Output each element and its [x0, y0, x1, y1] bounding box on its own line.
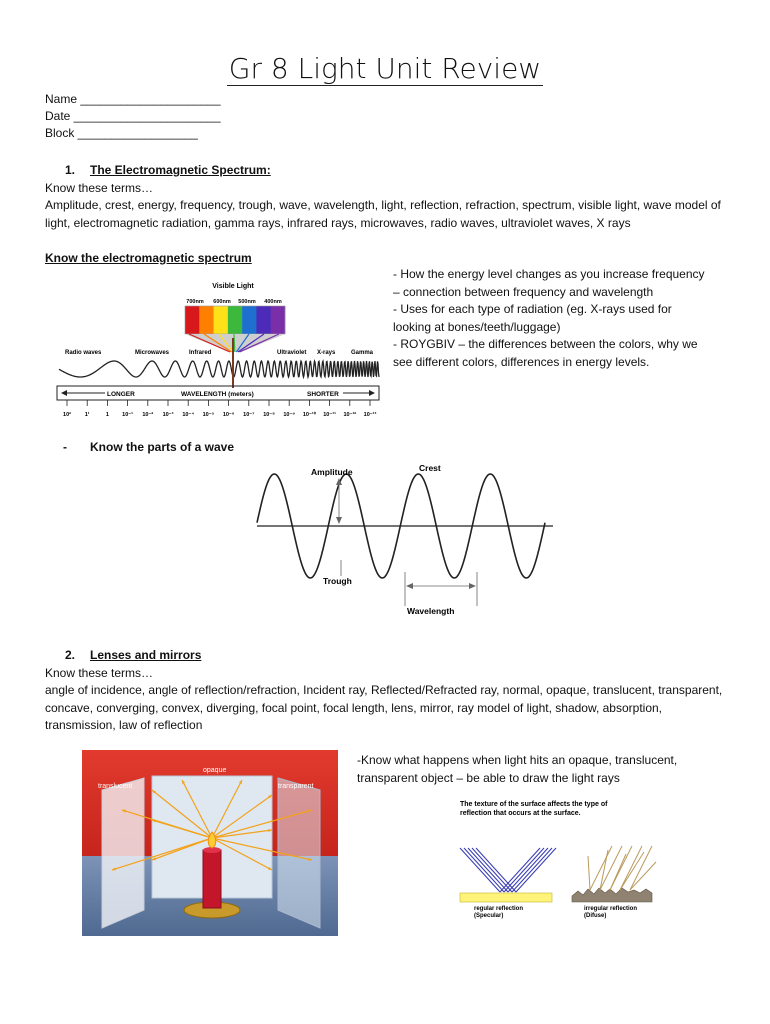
- reflection-caption-line2: reflection that occurs at the surface.: [460, 810, 581, 817]
- spectrum-color-band: [256, 306, 271, 334]
- incident-ray: [464, 848, 504, 892]
- opaque-label: opaque: [203, 767, 227, 774]
- gamma-label: Gamma: [351, 350, 374, 356]
- wavelength-arrowhead-right: [469, 583, 476, 589]
- reflected-ray: [508, 848, 548, 892]
- scale-label: 10⁻¹⁰: [302, 412, 316, 418]
- parts-bullet: -: [63, 440, 67, 454]
- candle-light-diagram: [82, 750, 338, 936]
- section2-know-terms: Know these terms…: [45, 666, 154, 680]
- scale-label: 10⁻¹²: [343, 412, 357, 418]
- note-roygbiv: - ROYGBIV – the differences between the colors, why we see different colors, differences in energy levels.: [393, 337, 698, 369]
- spectrum-color-band: [242, 306, 257, 334]
- em-spectrum-subheading: Know the electromagnetic spectrum: [45, 251, 252, 265]
- scale-label: 10⁻²: [142, 412, 154, 418]
- spectrum-color-band: [185, 306, 200, 334]
- reflected-ray: [512, 848, 552, 892]
- section2-heading: [45, 648, 201, 662]
- wave-parts-diagram: [255, 456, 555, 626]
- scale-label: 1: [105, 412, 109, 418]
- reflection-types-diagram: [448, 796, 668, 928]
- scale-label: 10⁻³: [162, 412, 174, 418]
- parts-of-wave-heading: Know the parts of a wave: [90, 440, 235, 454]
- wavelength-label: Wavelength: [407, 606, 455, 616]
- note-energy-frequency: - How the energy level changes as you increase frequency – connection between frequency and wavelength: [393, 267, 705, 299]
- nm-700-label: 700nm: [186, 299, 204, 305]
- section1-heading: [45, 163, 271, 177]
- infrared-label: Infrared: [189, 350, 212, 356]
- radio-waves-label: Radio waves: [65, 350, 102, 356]
- ultraviolet-label: Ultraviolet: [277, 350, 307, 356]
- light-object-note: -Know what happens when light hits an opaque, translucent, transparent object – be able to draw the light rays: [357, 753, 678, 785]
- candle-body: [203, 850, 221, 908]
- shorter-arrowhead: [369, 390, 375, 396]
- spectrum-color-band: [199, 306, 214, 334]
- name-field: Name _____________________: [45, 92, 221, 106]
- scale-label: 10⁻⁴: [182, 412, 195, 418]
- scale-label: 10⁻⁶: [222, 412, 235, 418]
- irregular-reflection-rays: [588, 846, 656, 890]
- transparent-panel: [278, 778, 320, 928]
- longer-label: LONGER: [107, 391, 135, 398]
- scale-label: 10⁻⁷: [243, 412, 255, 418]
- section2-title: Lenses and mirrors: [90, 648, 202, 662]
- section1-terms: Amplitude, crest, energy, frequency, trough, wave, wavelength, light, reflection, refraction, spectrum, visible light, wave model of light, electromagnetic radiation, gamma rays, infrared rays, microwaves, radio waves, ultraviolet waves, X rays: [45, 198, 721, 230]
- spectrum-color-band: [228, 306, 243, 334]
- irregular-reflection-label: irregular reflection: [584, 906, 638, 912]
- scale-label: 10⁻¹³: [363, 412, 377, 418]
- wavelength-scale-ticks: [67, 400, 370, 406]
- shorter-label: SHORTER: [307, 391, 339, 398]
- block-field: Block __________________: [45, 126, 198, 140]
- visible-spectrum-band: [185, 306, 285, 334]
- section1-number: 1.: [65, 163, 76, 177]
- section1-title: The Electromagnetic Spectrum:: [90, 163, 271, 177]
- longer-arrowhead: [61, 390, 67, 396]
- scale-label: 10²: [63, 412, 71, 418]
- section1-know-terms: Know these terms…: [45, 181, 154, 195]
- crest-label: Crest: [419, 463, 441, 473]
- spectrum-color-band: [214, 306, 229, 334]
- visible-light-label: Visible Light: [212, 283, 254, 290]
- rough-surface: [572, 888, 652, 902]
- scale-label: 10⁻⁵: [202, 412, 215, 418]
- regular-reflection-label: regular reflection: [474, 906, 524, 912]
- date-field: Date ______________________: [45, 109, 221, 123]
- scattered-ray: [600, 850, 608, 890]
- incident-ray: [468, 848, 508, 892]
- section2-number: 2.: [65, 648, 76, 662]
- amplitude-arrowhead-bottom: [336, 517, 342, 524]
- page-title: Gr 8 Light Unit Review: [228, 52, 542, 85]
- scale-label: 10⁻¹¹: [323, 412, 336, 418]
- scale-label: 1¹: [84, 412, 90, 418]
- nm-400-label: 400nm: [264, 299, 282, 305]
- spectrum-color-band: [271, 306, 286, 334]
- reflection-caption-line1: The texture of the surface affects the type of: [460, 801, 608, 808]
- nm-600-label: 600nm: [213, 299, 231, 305]
- specular-label: (Specular): [474, 913, 504, 919]
- scale-label: 10⁻⁸: [263, 412, 275, 418]
- incident-ray: [472, 848, 512, 892]
- scattered-ray: [620, 852, 644, 890]
- scale-label: 10⁻⁹: [283, 412, 296, 418]
- incident-ray: [476, 848, 516, 892]
- trough-label: Trough: [323, 576, 352, 586]
- nm-500-label: 500nm: [238, 299, 256, 305]
- wavelength-arrowhead-left: [406, 583, 413, 589]
- incident-ray: [600, 846, 622, 890]
- wavelength-meters-label: WAVELENGTH (meters): [181, 391, 254, 398]
- translucent-label: translucent: [98, 783, 133, 790]
- reflected-ray: [516, 848, 556, 892]
- microwaves-label: Microwaves: [135, 350, 170, 356]
- em-spectrum-notes: [393, 266, 713, 371]
- diffuse-label: (Difuse): [584, 913, 607, 919]
- amplitude-label: Amplitude: [311, 467, 353, 477]
- transparent-label: transparent: [278, 783, 314, 790]
- scale-label: 10⁻¹: [122, 412, 134, 418]
- em-spectrum-diagram: [45, 276, 385, 426]
- wavelength-scale-labels: [63, 411, 376, 418]
- incident-ray: [460, 848, 500, 892]
- regular-reflection-rays: [460, 848, 556, 892]
- incident-ray: [630, 846, 652, 890]
- scattered-ray: [588, 856, 590, 890]
- funnel-color-ray: [234, 334, 235, 352]
- scattered-ray: [630, 862, 656, 890]
- em-wave-curve: [59, 361, 379, 377]
- x-rays-label: X-rays: [317, 350, 336, 356]
- incident-ray: [620, 846, 642, 890]
- note-radiation-uses: - Uses for each type of radiation (eg. X-rays used for looking at bones/teeth/luggage): [393, 302, 672, 334]
- translucent-panel: [102, 778, 144, 928]
- section2-terms: angle of incidence, angle of reflection/refraction, Incident ray, Reflected/Refracted ray, normal, opaque, translucent, transparent, concave, converging, convex, diverging, focal point, focal length, lens, mirror, ray model of light, shadow, absorption, transmission, law of reflection: [45, 683, 723, 732]
- smooth-surface: [460, 893, 552, 902]
